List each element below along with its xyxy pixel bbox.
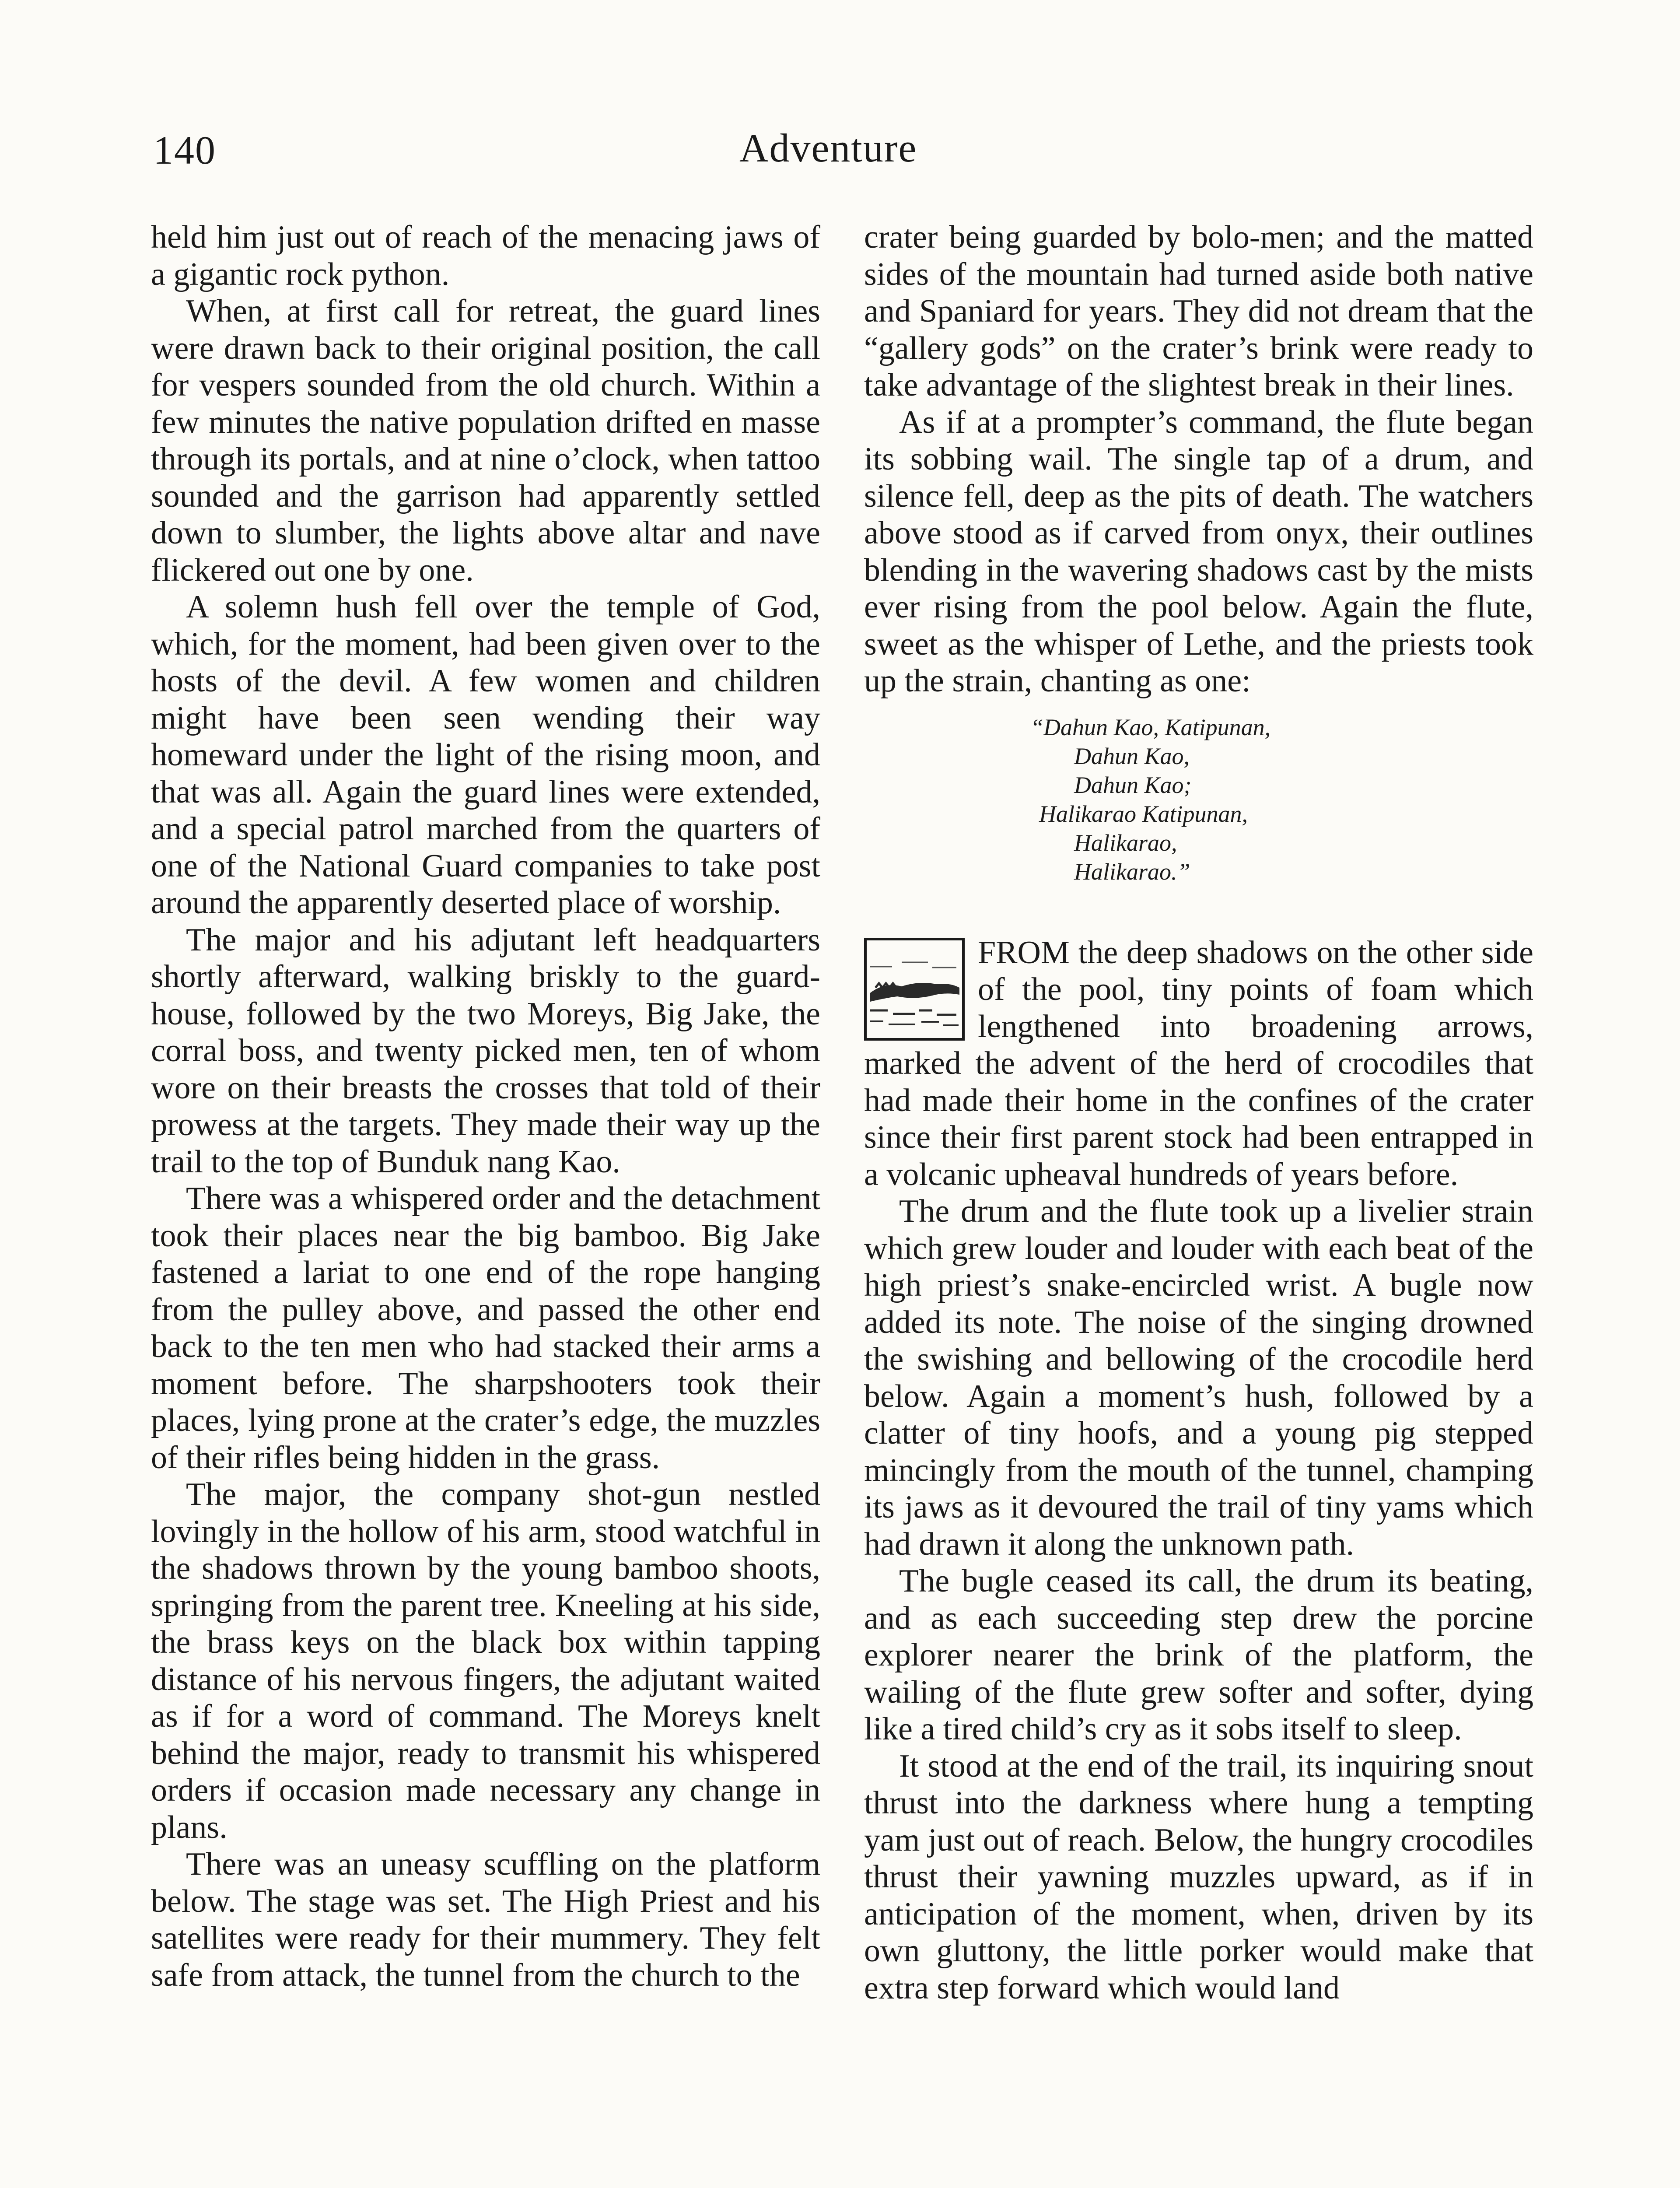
paragraph: A solemn hush fell over the temple of God, which, for the moment, had been given over to the hosts of the devil. A few women and children might have been seen wending their way homeward under the light of the rising moon, and that was all. Again the guard lines were extended, and a special patrol marched from the quarters of one of the National Guard companies to take post around the apparently deserted place of worship. xyxy=(151,589,820,921)
verse-line: Halikarao, xyxy=(1074,829,1177,856)
right-column xyxy=(864,219,1533,2006)
paragraph: The major and his adjutant left headquarters shortly afterward, walking briskly to the guard-house, followed by the two Moreys, Big Jake, the corral boss, and twenty picked men, ten of whom wore on their breasts the crosses that told of their prowess at the targets. They made their way up the trail to the top of Bunduk nang Kao. xyxy=(151,922,820,1180)
paragraph: crater being guarded by bolo-men; and the matted sides of the mountain had turned aside both native and Spaniard for years. They did not dream that the “gallery gods” on the crater’s brink were ready to take advantage of the slightest break in their lines. xyxy=(864,219,1533,403)
paragraph: There was a whispered order and the detachment took their places near the big bamboo. Big Jake fastened a lariat to one end of the rope hanging from the pulley above, and passed the other end back to the ten men who had stacked their arms a moment before. The sharpshooters took their places, lying prone at the crater’s edge, the muzzles of their rifles being hidden in the grass. xyxy=(151,1181,820,1476)
paragraph: There was an uneasy scuffling on the platform below. The stage was set. The High Priest and his satellites were ready for their mummery. They felt safe from attack, the tunnel from the church to the xyxy=(151,1846,820,1993)
paragraph: The major, the company shot-gun nestled lovingly in the hollow of his arm, stood watchful in the shadows thrown by the young bamboo shoots, springing from the parent tree. Kneeling at his side, the brass keys on the black box within tapping distance of his nervous fingers, the adjutant waited as if for a word of command. The Moreys knelt behind the major, ready to transmit his whispered orders if occasion made necessary any change in plans. xyxy=(151,1476,820,1845)
crocodile-drop-cap-icon xyxy=(864,938,965,1041)
paragraph: held him just out of reach of the menacing jaws of a gigantic rock python. xyxy=(151,219,820,292)
crocodile-illustration-icon xyxy=(867,940,962,1038)
running-head: Adventure xyxy=(739,126,917,170)
paragraph: It stood at the end of the trail, its inquiring snout thrust into the darkness where hung a tempting yam just out of reach. Below, the hungry crocodiles thrust their yawning muzzles upward, as if in anticipation of the moment, when, driven by its own gluttony, the little porker would make that extra step forward which would land xyxy=(864,1748,1533,2006)
verse-line: Halikarao Katipunan, xyxy=(1039,800,1248,827)
verse-line: “Dahun Kao, Katipunan, xyxy=(1030,714,1271,740)
page-number: 140 xyxy=(153,128,216,172)
paragraph: As if at a prompter’s command, the flute began its sobbing wail. The single tap of a drum, and silence fell, deep as the pits of death. The watchers above stood as if carved from onyx, their outlines blending in the wavering shadows cast by the mists ever rising from the pool below. Again the flute, sweet as the whisper of Lethe, and the priests took up the strain, chanting as one: xyxy=(864,404,1533,699)
paragraph: FROM the deep shadows on the other side of the pool, tiny points of foam which lengthened into broadening arrows, marked the advent of the herd of crocodiles that had made their home in the confines of the crater since their first parent stock had been entrapped in a volcanic upheaval hundreds of years before. xyxy=(864,934,1533,1192)
chant-verse xyxy=(864,713,1533,886)
paragraph: The drum and the flute took up a livelier strain which grew louder and louder with each beat of the high priest’s snake-encircled wrist. A bugle now added its note. The noise of the singing drowned the swishing and bellowing of the crocodile herd below. Again a moment’s hush, followed by a clatter of tiny hoofs, and a young pig stepped mincingly from the mouth of the tunnel, champing its jaws as it devoured the trail of tiny yams which had drawn it along the unknown path. xyxy=(864,1193,1533,1562)
verse-line: Dahun Kao; xyxy=(1074,771,1192,798)
paragraph: When, at first call for retreat, the guard lines were drawn back to their original position, the call for vespers sounded from the old church. Within a few minutes the native population drifted en masse through its portals, and at nine o’clock, when tattoo sounded and the garrison had apparently settled down to slumber, the lights above altar and nave flickered out one by one. xyxy=(151,293,820,588)
paragraph: The bugle ceased its call, the drum its beating, and as each succeeding step drew the porcine explorer nearer the brink of the platform, the wailing of the flute grew softer and softer, dying like a tired child’s cry as it sobs itself to sleep. xyxy=(864,1563,1533,1747)
verse-line: Dahun Kao, xyxy=(1074,743,1190,769)
verse-line: Halikarao.” xyxy=(1074,858,1190,885)
left-column xyxy=(151,219,820,1994)
